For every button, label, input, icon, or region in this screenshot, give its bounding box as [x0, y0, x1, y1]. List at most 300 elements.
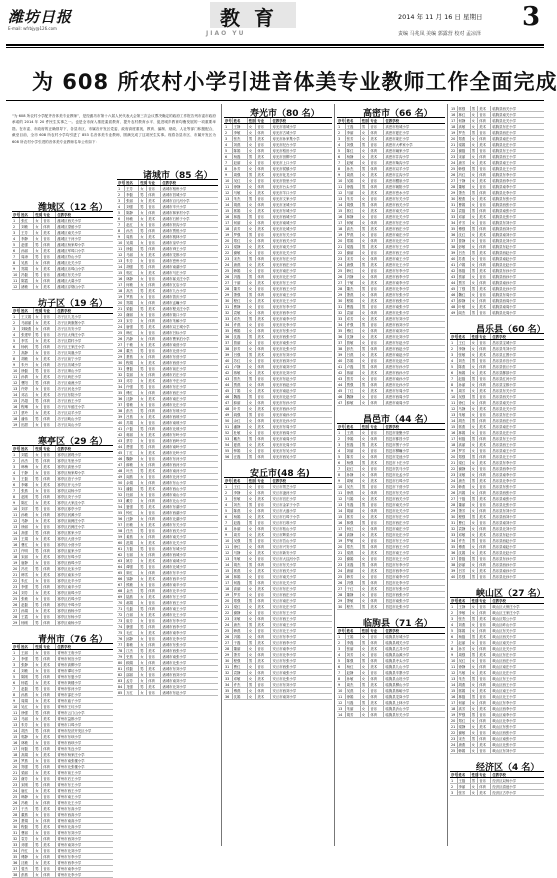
table-cell: 李磊: [125, 192, 139, 197]
table-cell: 女: [139, 414, 147, 419]
table-cell: 女: [471, 700, 479, 705]
table-cell: 男: [361, 166, 370, 171]
table-cell: 体育: [256, 328, 271, 333]
table-cell: 诸城市北河小学: [162, 475, 187, 479]
table-cell: 程娟: [346, 298, 361, 303]
table-cell: 郑强: [458, 454, 471, 459]
table-cell: 体育: [256, 256, 271, 261]
table-cell: 男: [139, 648, 147, 653]
table-cell: 美术: [42, 572, 56, 577]
table-cell: 董杰: [125, 348, 139, 353]
table-cell: 寿光市南关小学: [272, 245, 297, 249]
table-cell: 昌乐县南庄小学: [492, 425, 517, 429]
table-cell: 36: [450, 550, 458, 555]
table-cell: 孙敏: [20, 512, 34, 517]
table-cell: 寒亭区南辛小学: [57, 585, 82, 589]
table-cell: 女: [139, 522, 147, 527]
table-cell: 女: [34, 608, 42, 613]
table-cell: 彭杰: [125, 408, 139, 413]
table-cell: 刘燕: [233, 142, 248, 147]
table-cell: 音乐: [147, 366, 161, 371]
table-cell: 坊子区太保庄小学: [57, 333, 85, 337]
table-header-cell: 序号: [338, 119, 345, 123]
table-cell: 13: [12, 386, 20, 391]
table-cell: 郭燕: [458, 424, 471, 429]
table-cell: 美术: [256, 226, 271, 231]
table-cell: 美术: [369, 604, 384, 609]
table-cell: 寿光市纪台小学: [272, 143, 297, 147]
table-cell: 寒亭区小营小学: [57, 543, 82, 547]
table-header-cell: 性别: [471, 773, 479, 777]
table-cell: 音乐: [42, 506, 56, 511]
table-cell: 体育: [256, 292, 271, 297]
table-cell: 高密市南刘小学: [385, 329, 410, 333]
table-cell: 美术: [42, 518, 56, 523]
table-cell: 1: [337, 430, 346, 435]
table-cell: 男: [34, 242, 42, 247]
table-cell: 女: [34, 830, 42, 835]
table-cell: 阎强: [233, 412, 248, 417]
table-cell: 萧芳: [458, 508, 471, 513]
table-cell: 音乐: [147, 384, 161, 389]
table-cell: 女: [471, 532, 479, 537]
table-cell: 28: [337, 592, 346, 597]
table-cell: 女: [248, 574, 257, 579]
table-cell: 峡山区东关小学: [492, 629, 517, 633]
table-row: [224, 694, 332, 700]
table-cell: 音乐: [478, 448, 491, 453]
table-cell: 寿光市北周小学: [272, 443, 297, 447]
table-cell: 史燕: [125, 654, 139, 659]
table-cell: 女: [34, 338, 42, 343]
table-cell: 昌乐县南赵小学: [492, 545, 517, 549]
table-cell: 峡山区西关小学: [492, 635, 517, 639]
table-cell: 音乐: [147, 240, 161, 245]
table-cell: 45: [337, 388, 346, 393]
table-cell: 19: [337, 232, 346, 237]
table-cell: 女: [471, 118, 479, 123]
table-cell: 女: [139, 432, 147, 437]
table-cell: 昌邑市南王小学: [385, 551, 410, 555]
table-cell: 体育: [42, 872, 56, 877]
table-cell: 昌乐县东关小学: [492, 389, 517, 393]
table-cell: 男: [361, 322, 370, 327]
table-cell: 王丽: [20, 650, 34, 655]
table-cell: 女: [139, 642, 147, 647]
table-cell: 2: [12, 320, 20, 325]
table-cell: 女: [34, 680, 42, 685]
table-cell: 女: [471, 664, 479, 669]
table-cell: 体育: [147, 426, 161, 431]
table-cell: 许明: [20, 548, 34, 553]
table-cell: 52: [224, 430, 233, 435]
table-cell: 23: [337, 256, 346, 261]
table-cell: 31: [450, 520, 458, 525]
table-cell: 音乐: [369, 634, 384, 639]
table-cell: 诸城市石桥子小学: [162, 217, 190, 221]
table-cell: 10: [450, 658, 458, 663]
table-cell: 坊子区前宁小学: [57, 357, 82, 361]
table-cell: 31: [117, 366, 125, 371]
table-cell: 28: [12, 812, 20, 817]
table-cell: 美术: [256, 586, 271, 591]
table-cell: 20: [450, 136, 458, 141]
table-cell: 女: [248, 328, 257, 333]
table-cell: 女: [471, 724, 479, 729]
table-cell: 体育: [42, 728, 56, 733]
table-cell: 女: [248, 364, 257, 369]
table-cell: 体育: [256, 688, 271, 693]
table-cell: 9: [337, 172, 346, 177]
table-cell: 罗强: [233, 232, 248, 237]
table-cell: 体育: [256, 130, 271, 135]
table-cell: 美术: [42, 266, 56, 271]
table-cell: 美术: [147, 432, 161, 437]
table-cell: 57: [117, 522, 125, 527]
table-cell: 41: [337, 364, 346, 369]
table-cell: 袁磊: [458, 208, 471, 213]
table-cell: 43: [117, 438, 125, 443]
table-cell: 刘燕: [458, 622, 471, 627]
table-cell: 昌乐县北张小学: [492, 503, 517, 507]
table-cell: 郑娟: [346, 238, 361, 243]
table-cell: 女: [361, 436, 370, 441]
table-cell: 男: [471, 556, 479, 561]
table-cell: 4: [12, 668, 20, 673]
table-cell: 谢静: [233, 610, 248, 615]
intro-paragraph: “为 608 所农村小学配齐音体美专业教师”，是经潍坊市第十六届人民代表大会第三次会议票决确定的政府工作报告列市委市政府承诺的 2014 年 20 件民生实事之一。也是全市深入推进素质教育、提升农村教育水平、促进城乡教育均衡发展的一项重要举措。在市委、市政府的正确领导下，各县市区、市属各开发区党委、政府高度重视，教育、编制、财政、人社等部门积极配合，截至目前，全市 608 所农村小学均引进了 853 名音体美专业教师，圆满完成了这项民生实事。现将各县市区、市属开发区为 608 所农村小学引进的音体美专业教师名单公布如下：: [12, 114, 216, 144]
table-cell: 女: [139, 336, 147, 341]
table-cell: 男: [139, 666, 147, 671]
table-cell: 33: [224, 676, 233, 681]
table-cell: 音乐: [256, 304, 271, 309]
table-cell: 女: [471, 232, 479, 237]
table-cell: 美术: [256, 190, 271, 195]
table-header-cell: 专业: [478, 334, 491, 339]
table-header-cell: 性别: [35, 309, 42, 313]
table-cell: 4: [12, 470, 20, 475]
table-cell: 体育: [369, 364, 384, 369]
table-cell: 女: [139, 282, 147, 287]
table-cell: 男: [248, 622, 257, 627]
table-cell: 女: [139, 618, 147, 623]
table-header-cell: 性别: [471, 335, 479, 339]
table-cell: 青州市益都小学: [57, 717, 82, 721]
table-cell: 程磊: [20, 824, 34, 829]
table-header-cell: 性别: [248, 479, 256, 483]
table-cell: 马磊: [346, 700, 361, 705]
table-cell: 安丘市南庄小学: [272, 599, 297, 603]
table-cell: 男: [34, 368, 42, 373]
table-cell: 美术: [147, 324, 161, 329]
table-cell: 临朐县九山小学: [385, 665, 410, 669]
table-cell: 昌乐县南关小学: [492, 401, 517, 405]
table-cell: 昌乐县鄌郚小学: [492, 371, 517, 375]
table-cell: 于敏: [346, 280, 361, 285]
table-cell: 潍城区杨家埠小学: [57, 243, 85, 247]
masthead: [0, 0, 550, 44]
table-cell: 音乐: [478, 466, 491, 471]
table-cell: 男: [139, 408, 147, 413]
table-cell: 美术: [256, 316, 271, 321]
table-cell: 寒亭区东杨小学: [57, 615, 82, 619]
table-cell: 女: [34, 662, 42, 667]
table-cell: 体育: [369, 202, 384, 207]
table-cell: 美术: [369, 532, 384, 537]
table-cell: 美术: [147, 342, 161, 347]
table-cell: 傅红: [346, 328, 361, 333]
table-cell: 20: [12, 566, 20, 571]
table-cell: 许强: [346, 322, 361, 327]
table-cell: 女: [34, 488, 42, 493]
table-cell: 女: [248, 604, 257, 609]
table-cell: 17: [337, 526, 346, 531]
table-cell: 体育: [369, 598, 384, 603]
table-cell: 13: [224, 556, 233, 561]
table-cell: 8: [337, 166, 346, 171]
table-cell: 朱杰: [458, 676, 471, 681]
table-cell: 12: [117, 252, 125, 257]
table-header-cell: 性别: [248, 119, 256, 123]
table-cell: 女: [471, 178, 479, 183]
table-cell: 男: [471, 394, 479, 399]
table-cell: 吴强: [233, 538, 248, 543]
table-cell: 女: [361, 568, 370, 573]
table-cell: 寒亭区前阙庄小学: [57, 519, 85, 523]
table-cell: 陈娟: [458, 628, 471, 633]
table-cell: 寿光市东王小学: [272, 281, 297, 285]
table-cell: 31: [337, 304, 346, 309]
table-cell: 男: [248, 436, 257, 441]
table-cell: 昌邑市南李小学: [385, 575, 410, 579]
table-cell: 29: [337, 598, 346, 603]
table-cell: 李静: [20, 236, 34, 241]
table-cell: 体育: [478, 700, 491, 705]
table-cell: 音乐: [369, 232, 384, 237]
table-cell: 昌乐县东王小学: [492, 437, 517, 441]
table-cell: 48: [224, 406, 233, 411]
table-cell: 阎杰: [458, 310, 471, 315]
table-cell: 袁丽: [125, 372, 139, 377]
table-cell: 24: [12, 590, 20, 595]
table-cell: 经济区双杨小学: [492, 779, 517, 783]
table-cell: 音乐: [369, 286, 384, 291]
table-cell: 女: [139, 270, 147, 275]
table-cell: 昌乐县东孙小学: [492, 557, 517, 561]
table-cell: 临朐县寺头小学: [385, 659, 410, 663]
table-cell: 寿光市营里小学: [272, 179, 297, 183]
table-cell: 14: [337, 202, 346, 207]
table-cell: 寿光市北庄小学: [272, 275, 297, 279]
table-cell: 王静: [233, 124, 248, 129]
table-cell: 体育: [478, 136, 491, 141]
table-cell: 寿光市圣城小学: [272, 203, 297, 207]
table-cell: 体育: [147, 588, 161, 593]
table-cell: 男: [361, 682, 370, 687]
table-cell: 刘敏: [20, 668, 34, 673]
table-cell: 女: [471, 262, 479, 267]
table-cell: 27: [224, 640, 233, 645]
table-cell: 安丘市东李小学: [272, 635, 297, 639]
table-cell: 女: [361, 550, 370, 555]
table-cell: 18: [337, 226, 346, 231]
table-cell: 男: [361, 262, 370, 267]
table-cell: 峡山区西李小学: [492, 707, 517, 711]
table-cell: 音乐: [256, 268, 271, 273]
table-cell: 82: [117, 672, 125, 677]
table-cell: 40: [450, 574, 458, 579]
table-cell: 音乐: [42, 794, 56, 799]
table-cell: 女: [139, 594, 147, 599]
table-header-cell: 序号: [451, 335, 458, 339]
table-cell: 刘杰: [233, 502, 248, 507]
table-header-cell: 任教学校: [492, 773, 506, 777]
table-cell: 女: [361, 670, 370, 675]
table-cell: 17: [450, 700, 458, 705]
table-cell: 26: [224, 634, 233, 639]
table-cell: 贾芳: [458, 280, 471, 285]
table-cell: 女: [34, 224, 42, 229]
table-cell: 37: [450, 556, 458, 561]
table-cell: 诸城市辛兴小学: [162, 205, 187, 209]
table-cell: 女: [248, 628, 257, 633]
table-cell: 1: [450, 604, 458, 609]
table-cell: 28: [224, 286, 233, 291]
table-row: [337, 604, 445, 610]
table-cell: 临朐县南李小学: [492, 185, 517, 189]
table-cell: 沈磊: [233, 334, 248, 339]
table-cell: 任杰: [125, 528, 139, 533]
region-table: [337, 634, 445, 718]
table-cell: 11: [337, 490, 346, 495]
table-cell: 34: [450, 538, 458, 543]
table-cell: 昌乐县北王小学: [492, 455, 517, 459]
table-cell: 昌乐县西王小学: [492, 443, 517, 447]
table-cell: 林静: [346, 214, 361, 219]
table-cell: 体育: [42, 530, 56, 535]
table-cell: 2: [450, 610, 458, 615]
table-cell: 青州市西坝小学: [57, 741, 82, 745]
table-cell: 峡山区岞山小学: [492, 623, 517, 627]
table-cell: 音乐: [478, 676, 491, 681]
table-cell: 音乐: [147, 438, 161, 443]
table-cell: 寒亭区南宋小学: [57, 573, 82, 577]
table-cell: 音乐: [256, 160, 271, 165]
table-cell: 体育: [42, 242, 56, 247]
table-cell: 音乐: [147, 654, 161, 659]
table-cell: 体育: [147, 408, 161, 413]
table-cell: 音乐: [147, 582, 161, 587]
table-cell: 女: [34, 800, 42, 805]
table-cell: 3: [12, 230, 20, 235]
table-cell: 程强: [233, 658, 248, 663]
table-cell: 诸城市孟疃小学: [162, 301, 187, 305]
table-cell: 男: [34, 458, 42, 463]
table-cell: 韩梅: [20, 464, 34, 469]
table-cell: 昌乐县北关小学: [492, 407, 517, 411]
table-cell: 寿光市南赵小学: [272, 389, 297, 393]
table-cell: 音乐: [42, 254, 56, 259]
table-cell: 3: [224, 496, 233, 501]
column-1: [12, 200, 113, 877]
table-cell: 男: [34, 656, 42, 661]
table-cell: 音乐: [478, 748, 491, 753]
table-cell: 冯亮: [20, 566, 34, 571]
table-cell: 诸城市西河小学: [162, 463, 187, 467]
table-cell: 女: [34, 218, 42, 223]
table-cell: 28: [117, 348, 125, 353]
table-cell: 女: [248, 586, 257, 591]
table-cell: 7: [337, 160, 346, 165]
table-cell: 体育: [478, 382, 491, 387]
table-cell: 卢静: [233, 364, 248, 369]
table-cell: 体育: [256, 220, 271, 225]
table-cell: 女: [34, 230, 42, 235]
table-cell: 音乐: [42, 704, 56, 709]
table-cell: 体育: [369, 130, 384, 135]
table-cell: 男: [248, 658, 257, 663]
table-cell: 女: [361, 154, 370, 159]
table-cell: 26: [450, 172, 458, 177]
table-cell: 韩燕: [458, 484, 471, 489]
table-cell: 体育: [478, 490, 491, 495]
table-cell: 昌乐县宝城小学: [492, 341, 517, 345]
table-cell: 孙丽: [20, 248, 34, 253]
table-cell: 曾敏: [125, 402, 139, 407]
table-cell: 临朐县南周小学: [492, 305, 517, 309]
table-cell: 男: [139, 348, 147, 353]
table-cell: 9: [117, 234, 125, 239]
region-title: 昌邑市（44 名）: [363, 415, 433, 425]
table-cell: 于磊: [458, 496, 471, 501]
table-cell: 20: [224, 598, 233, 603]
table-cell: 女: [139, 234, 147, 239]
table-cell: 寿光市北李小学: [272, 323, 297, 327]
table-cell: 28: [337, 286, 346, 291]
table-cell: 体育: [369, 712, 384, 717]
table-cell: 诸城市北山小学: [162, 499, 187, 503]
table-cell: 女: [361, 352, 370, 357]
table-cell: 男: [361, 364, 370, 369]
table-cell: 13: [12, 722, 20, 727]
table-cell: 美术: [256, 532, 271, 537]
table-cell: 美术: [369, 514, 384, 519]
table-cell: 体育: [256, 400, 271, 405]
table-cell: 女: [248, 370, 257, 375]
table-cell: 青州市东李小学: [57, 855, 82, 859]
table-cell: 女: [471, 220, 479, 225]
table-cell: 59: [117, 534, 125, 539]
table-cell: 音乐: [478, 394, 491, 399]
table-cell: 高密市南周小学: [385, 401, 410, 405]
table-cell: 55: [117, 510, 125, 515]
table-header-cell: 姓名: [20, 446, 34, 451]
table-cell: 邓杰: [233, 316, 248, 321]
table-cell: 4: [117, 204, 125, 209]
table-cell: 体育: [147, 624, 161, 629]
table-cell: 49: [224, 412, 233, 417]
table-cell: 诸城市东城小学: [162, 547, 187, 551]
table-cell: 美术: [256, 334, 271, 339]
table-cell: 安丘市石埠子小学: [272, 515, 300, 519]
table-cell: 傅强: [458, 226, 471, 231]
table-cell: 临朐县南王小学: [492, 161, 517, 165]
table-cell: 男: [361, 184, 370, 189]
table-cell: 昌邑市东关小学: [385, 491, 410, 495]
table-cell: 傅娟: [233, 328, 248, 333]
table-cell: 40: [337, 358, 346, 363]
table-cell: 冯超: [20, 398, 34, 403]
